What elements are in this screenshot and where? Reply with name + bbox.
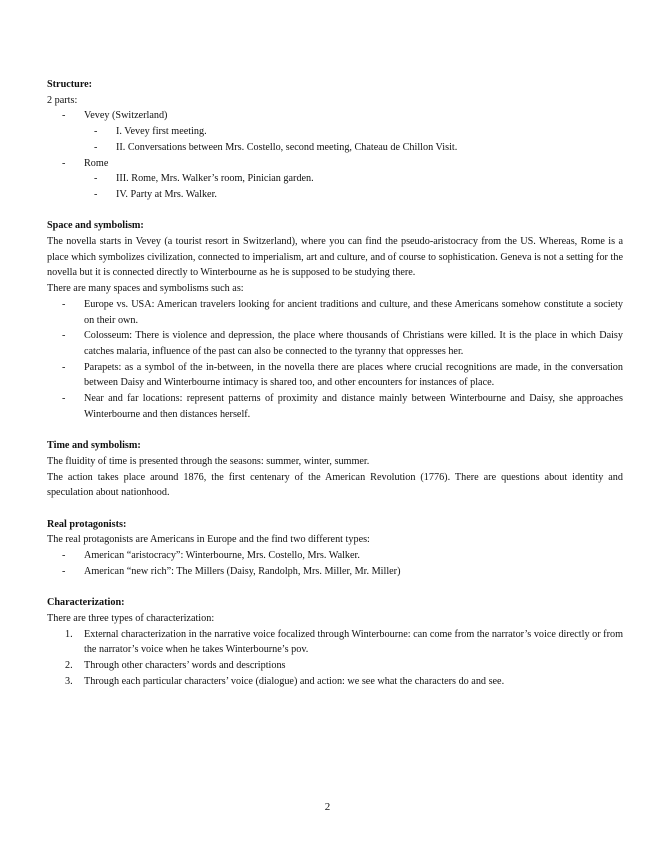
structure-subitem bbox=[47, 171, 623, 187]
list-number: 3. bbox=[65, 675, 73, 687]
structure-subitem bbox=[47, 187, 623, 203]
bullet-marker: - bbox=[62, 550, 66, 562]
space-bullet-text: Colosseum: There is violence and depression, the place where thousands of Christians were killed. It is the place in which Daisy catches malaria, influence of the past can also be connected to the tyranny that oppresses her. bbox=[84, 330, 623, 357]
characterization-item-text: External characterization in the narrative voice focalized through Winterbourne: can come from the narrator’s voice directly or from the narrator’s voice when he takes Winterbourne’s pov. bbox=[84, 628, 623, 656]
bullet-marker: - bbox=[62, 565, 66, 577]
bullet-marker: - bbox=[94, 173, 98, 185]
space-heading: Space and symbolism: bbox=[47, 220, 144, 232]
characterization-heading: Characterization: bbox=[47, 597, 125, 609]
list-number: 1. bbox=[65, 628, 73, 640]
structure-heading: Structure: bbox=[47, 79, 93, 90]
bullet-marker: - bbox=[62, 361, 66, 373]
characterization-item bbox=[47, 627, 623, 658]
bullet-marker: - bbox=[62, 157, 66, 169]
section-space-symbolism bbox=[47, 218, 623, 422]
space-bullet-text: Parapets: as a symbol of the in-between, in the novella there are places where crucial recognitions are made, in the conversation between Daisy and Winterbourne intimacy is shared too, and other encounters for instances of place. bbox=[84, 361, 623, 389]
structure-subitem bbox=[47, 140, 623, 156]
protagonists-bullet-text: American “aristocracy”: Winterbourne, Mrs. Costello, Mrs. Walker. bbox=[84, 550, 360, 562]
bullet-marker: - bbox=[94, 141, 98, 153]
space-intro: There are many spaces and symbolisms such as: bbox=[47, 283, 244, 295]
protagonists-heading: Real protagonists: bbox=[47, 518, 127, 530]
bullet-marker: - bbox=[62, 298, 66, 310]
space-bullet-text: Near and far locations: represent patterns of proximity and distance mainly between Winterbourne and Daisy, she approaches Winterbourne and then distances herself. bbox=[84, 393, 623, 420]
space-bullet bbox=[47, 360, 623, 391]
space-bullet-text: Europe vs. USA: American travelers looking for ancient traditions and culture, and these Americans somehow constitute a society on their own. bbox=[84, 298, 623, 326]
time-line: The fluidity of time is presented through the seasons: summer, winter, summer. bbox=[47, 455, 370, 467]
protagonists-bullet bbox=[47, 548, 623, 564]
characterization-item bbox=[47, 658, 623, 674]
structure-subitem-text: IV. Party at Mrs. Walker. bbox=[116, 188, 217, 200]
protagonists-bullet bbox=[47, 564, 623, 580]
bullet-marker: - bbox=[94, 188, 98, 200]
bullet-marker: - bbox=[62, 330, 66, 342]
bullet-marker: - bbox=[62, 110, 66, 122]
characterization-intro: There are three types of characterization: bbox=[47, 612, 215, 624]
structure-subitem-text: I. Vevey first meeting. bbox=[116, 126, 207, 138]
protagonists-intro: The real protagonists are Americans in Europe and the find two different types: bbox=[47, 534, 370, 546]
structure-part bbox=[47, 108, 623, 124]
space-bullet bbox=[47, 297, 623, 328]
characterization-item bbox=[47, 674, 623, 690]
structure-subitem-text: II. Conversations between Mrs. Costello, second meeting, Chateau de Chillon Visit. bbox=[116, 141, 458, 153]
space-bullet bbox=[47, 328, 623, 359]
characterization-item-text: Through other characters’ words and descriptions bbox=[84, 659, 286, 671]
structure-part bbox=[47, 156, 623, 172]
structure-subitem-text: III. Rome, Mrs. Walker’s room, Pinician garden. bbox=[116, 173, 314, 185]
time-heading: Time and symbolism: bbox=[47, 440, 141, 452]
page-number: 2 bbox=[324, 801, 331, 813]
structure-intro: 2 parts: bbox=[47, 94, 78, 106]
section-characterization bbox=[47, 595, 623, 689]
structure-part-title: Vevey (Switzerland) bbox=[84, 110, 168, 122]
space-bullet bbox=[47, 391, 623, 422]
section-protagonists bbox=[47, 517, 623, 580]
protagonists-bullet-text: American “new rich”: The Millers (Daisy, Randolph, Mrs. Miller, Mr. Miller) bbox=[84, 565, 401, 577]
space-paragraph: The novella starts in Vevey (a tourist resort in Switzerland), where you can find the pseudo-aristocracy from the US. Whereas, Rome is a place which symbolizes civilization, connected to imperialism, art and culture, and of course to sophistication. Geneva is not a setting for the novella but it is connected directly to Winterbourne as he is supposed to be studying there. bbox=[47, 236, 623, 279]
bullet-marker: - bbox=[62, 393, 66, 405]
time-line: The action takes place around 1876, the first centenary of the American Revolution (1776). There are questions about identity and speculation about nationhood. bbox=[47, 471, 623, 499]
page-content bbox=[47, 77, 623, 705]
section-structure bbox=[47, 77, 623, 203]
list-number: 2. bbox=[65, 659, 73, 671]
section-time-symbolism bbox=[47, 438, 623, 501]
structure-part-title: Rome bbox=[84, 157, 109, 169]
characterization-item-text: Through each particular characters’ voice (dialogue) and action: we see what the characters do and see. bbox=[84, 675, 505, 687]
structure-subitem bbox=[47, 124, 623, 140]
bullet-marker: - bbox=[94, 126, 98, 138]
